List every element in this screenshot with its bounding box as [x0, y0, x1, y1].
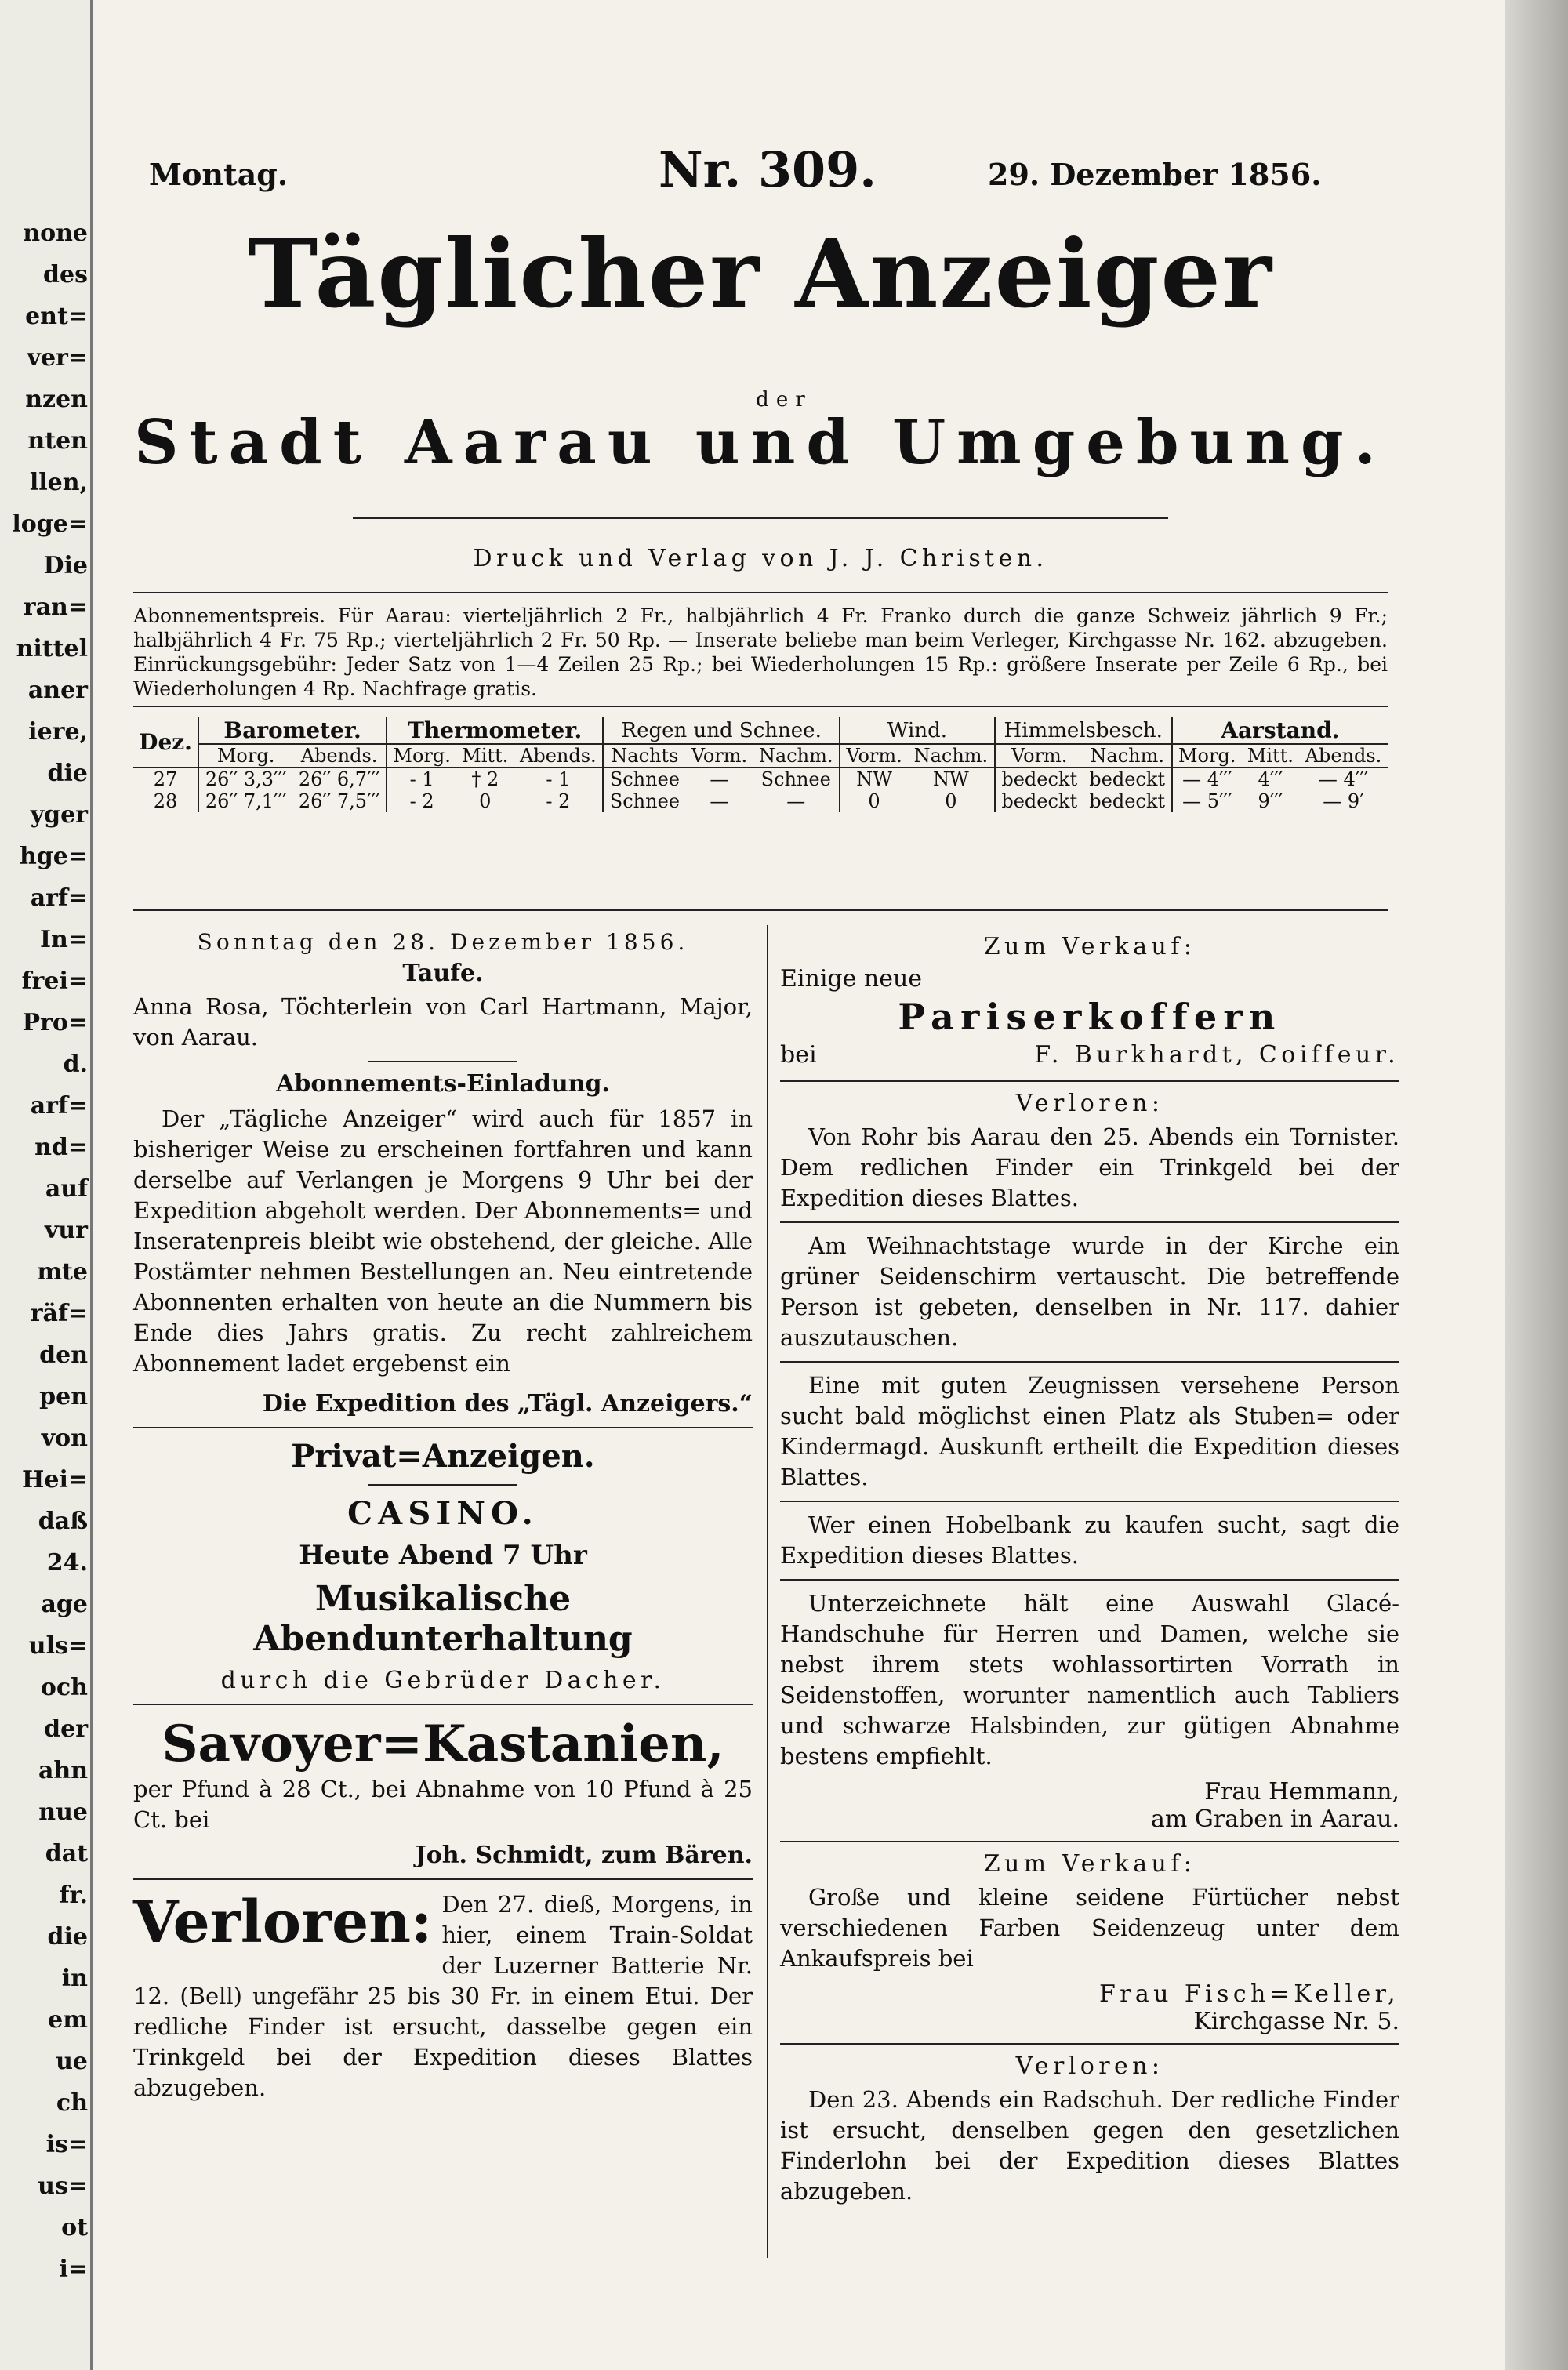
- rule: [780, 1579, 1399, 1581]
- verloren-heading-2: Verloren:: [1015, 2052, 1164, 2080]
- verloren-ad: [133, 1889, 753, 2103]
- sub-t-abends: Abends.: [520, 745, 597, 767]
- column-divider: [767, 925, 768, 2258]
- fragment-text: yger: [30, 801, 88, 829]
- weather-a-mitt: 9′′′: [1258, 790, 1283, 812]
- savoyer-text: per Pfund à 28 Ct., bei Abnahme von 10 Pfund à 25 Ct. bei: [133, 1776, 753, 1833]
- weather-b-abends: 26′′ 6,7′′′: [298, 768, 380, 790]
- fragment-text: hge=: [19, 843, 88, 870]
- weather-b-abends: 26′′ 7,5′′′: [298, 790, 380, 812]
- hemmann-name: Frau Hemmann,: [1204, 1778, 1399, 1806]
- sub-w-vorm: Vorm.: [840, 744, 908, 768]
- fragment-text: der: [44, 1715, 88, 1743]
- koffer-intro: Einige neue: [780, 965, 923, 993]
- fragment-text: llen,: [29, 469, 88, 496]
- fragment-text: Pro=: [22, 1009, 88, 1036]
- fragment-text: arf=: [30, 884, 88, 912]
- weather-col-sky: Himmelsbesch.: [995, 717, 1172, 744]
- weather-t-abends: - 2: [546, 790, 571, 812]
- subscription-info: Abonnementspreis. Für Aarau: vierteljährlich 2 Fr., halbjährlich 4 Fr. Franko durch die ganze Schweiz jährlich 9 Fr.; halbjährlich 4 Fr. 75 Rp.; vierteljährlich 2 Fr. 50 Rp. — Inserate beliebe man beim Verleger, Kirchgasse Nr. 162. abzugeben. Einrückungsgebühr: Jeder Satz von 1—4 Zeilen 25 Rp.; bei Wiederholungen 15 Rp.: größere Inserate per Zeile 6 Rp., bei Wiederholungen 4 Rp. Nachfrage gratis.: [133, 604, 1388, 700]
- weather-a-abends: — 4′′′: [1318, 768, 1369, 790]
- fragment-text: 24.: [46, 1549, 88, 1577]
- issue-day: Montag.: [149, 157, 289, 192]
- rule: [368, 1484, 517, 1486]
- fragment-text: aner: [27, 677, 88, 704]
- fragment-text: den: [39, 1341, 88, 1369]
- fragment-text: i=: [59, 2256, 88, 2283]
- title-der: der: [756, 388, 812, 412]
- fragment-text: uls=: [28, 1632, 88, 1660]
- rule: [780, 1841, 1399, 1842]
- koffer-seller: [780, 1041, 1399, 1072]
- weather-t-mitt: 0: [479, 790, 492, 812]
- sub-w-nachm: Nachm.: [913, 745, 989, 767]
- radschuh-text: Den 23. Abends ein Radschuh. Der redliche Finder ist ersucht, denselben gegen den gesetzlichen Finderlohn bei der Expedition dieses Blattes abzugeben.: [780, 2086, 1399, 2205]
- fragment-text: nten: [27, 427, 88, 455]
- weather-b-morg: 26′′ 7,1′′′: [198, 790, 292, 812]
- weather-t-mitt: † 2: [471, 768, 499, 790]
- newspaper-title: Täglicher Anzeiger: [247, 219, 1274, 329]
- weather-day: 27: [153, 768, 178, 790]
- fragment-text: des: [43, 261, 88, 289]
- fragment-text: nue: [38, 1798, 88, 1826]
- weather-w-vorm: 0: [840, 790, 908, 812]
- weather-day: 28: [153, 790, 178, 812]
- weather-a-abends: — 9′: [1323, 790, 1364, 812]
- weather-a-morg: — 4′′′: [1172, 768, 1242, 790]
- koffer-signature: F. Burkhardt, Coiffeur.: [1034, 1041, 1399, 1069]
- taufe-heading: Taufe.: [402, 960, 484, 987]
- abo-signature: Die Expedition des „Tägl. Anzeigers.“: [262, 1390, 753, 1417]
- weather-w-vorm: NW: [840, 768, 908, 790]
- weather-t-abends: - 1: [546, 768, 571, 790]
- fragment-text: die: [47, 760, 88, 787]
- fragment-text: pen: [39, 1383, 88, 1410]
- weather-top-rule: [133, 706, 1388, 707]
- rule: [780, 1221, 1399, 1223]
- weather-s-nachm: bedeckt: [1089, 790, 1166, 812]
- fragment-text: is=: [45, 2131, 88, 2158]
- fragment-text: nittel: [16, 635, 88, 662]
- masthead-rule: [353, 517, 1168, 519]
- left-column: [133, 929, 753, 2103]
- fragment-text: mte: [37, 1258, 88, 1286]
- fragment-text: ot: [61, 2214, 88, 2241]
- fragment-text: age: [41, 1591, 88, 1618]
- fragment-text: Die: [43, 552, 88, 579]
- adjacent-page-fragments: [0, 0, 90, 2370]
- fisch-name: Frau Fisch=Keller,: [1098, 1980, 1399, 2008]
- fragment-text: us=: [38, 2172, 88, 2200]
- seidenschirm-text: Am Weihnachtstage wurde in der Kirche ein grüner Seidenschirm vertauscht. Die betreffende Person ist gebeten, denselben in Nr. 117. dahier auszutauschen.: [780, 1232, 1399, 1351]
- casino-event: Musikalische Abendunterhaltung: [253, 1579, 633, 1659]
- fragment-text: dat: [45, 1840, 88, 1867]
- fragment-text: ue: [56, 2048, 88, 2075]
- weather-col-wind: Wind.: [840, 717, 995, 744]
- abo-heading: Abonnements-Einladung.: [276, 1070, 610, 1098]
- weather-r-vorm: —: [710, 790, 729, 812]
- issue-date: 29. Dezember 1856.: [988, 157, 1322, 192]
- fragment-text: iere,: [28, 718, 88, 746]
- rule: [780, 1080, 1399, 1082]
- fisch-address: Kirchgasse Nr. 5.: [1193, 2008, 1399, 2035]
- verkauf-heading-2: Zum Verkauf:: [983, 1850, 1196, 1878]
- fragment-text: die: [47, 1923, 88, 1951]
- weather-a-mitt: 4′′′: [1258, 768, 1283, 790]
- weather-t-morg: - 1: [387, 768, 456, 790]
- casino-performers: durch die Gebrüder Dacher.: [220, 1667, 666, 1694]
- casino-time: Heute Abend 7 Uhr: [299, 1540, 587, 1571]
- sub-t-mitt: Mitt.: [462, 745, 509, 767]
- fragment-text: fr.: [59, 1882, 88, 1909]
- weather-col-date: Dez.: [139, 729, 192, 755]
- weather-s-vorm: bedeckt: [995, 768, 1083, 790]
- weather-row: [133, 768, 1388, 790]
- rule: [780, 1501, 1399, 1502]
- fragment-text: ahn: [38, 1757, 88, 1784]
- fragment-text: räf=: [30, 1300, 88, 1327]
- fragment-text: ent=: [25, 303, 88, 330]
- fragment-text: none: [23, 220, 88, 247]
- weather-r-nachts: Schnee: [603, 768, 685, 790]
- tornister-text: Von Rohr bis Aarau den 25. Abends ein Tornister. Dem redlichen Finder ein Trinkgeld bei der Expedition dieses Blattes.: [780, 1123, 1399, 1211]
- savoyer-heading: Savoyer=Kastanien,: [162, 1715, 724, 1773]
- weather-col-river: Aarstand.: [1172, 717, 1388, 744]
- fuertuecher-text: Große und kleine seidene Fürtücher nebst verschiedenen Farben Seidenzeug unter dem Ankaufspreis bei: [780, 1884, 1399, 1972]
- weather-w-nachm: NW: [933, 768, 969, 790]
- rule: [368, 1061, 517, 1062]
- koffer-bei: bei: [780, 1041, 817, 1069]
- rule: [780, 2043, 1399, 2045]
- weather-w-nachm: 0: [945, 790, 957, 812]
- sub-s-vorm: Vorm.: [995, 744, 1083, 768]
- hemmann-address: am Graben in Aarau.: [1151, 1806, 1399, 1833]
- sub-r-nachts: Nachts: [603, 744, 685, 768]
- fragment-text: loge=: [12, 510, 88, 538]
- rule: [133, 1878, 753, 1880]
- rule: [133, 1704, 753, 1705]
- fragment-text: auf: [45, 1175, 88, 1203]
- weather-r-nachts: Schnee: [603, 790, 685, 812]
- weather-b-morg: 26′′ 3,3′′′: [198, 768, 292, 790]
- sunday-line: Sonntag den 28. Dezember 1856.: [197, 929, 689, 955]
- person-text: Eine mit guten Zeugnissen versehene Person sucht bald möglichst einen Platz als Stuben= oder Kindermagd. Auskunft ertheilt die Expedition dieses Blattes.: [780, 1372, 1399, 1490]
- fragment-text: nd=: [34, 1134, 88, 1161]
- weather-col-barometer: Barometer.: [198, 717, 387, 744]
- publisher-rule: [133, 592, 1388, 593]
- weather-s-nachm: bedeckt: [1089, 768, 1166, 790]
- handschuhe-text: Unterzeichnete hält eine Auswahl Glacé-Handschuhe für Herren und Damen, welche sie nebst ihrem stets wohlassortirten Vorrath in Seidenstoffen, worunter namentlich auch Tabliers und schwarze Halsbinden, zur gütigen Abnahme bestens empfiehlt.: [780, 1590, 1399, 1769]
- koffer-heading: Pariserkoffern: [898, 996, 1282, 1038]
- weather-col-rain: Regen und Schnee.: [603, 717, 840, 744]
- fragment-text: ran=: [23, 593, 88, 621]
- fragment-text: Hei=: [22, 1466, 88, 1493]
- fragment-text: em: [48, 2006, 88, 2034]
- sub-a-morg: Morg.: [1172, 744, 1242, 768]
- issue-number: Nr. 309.: [659, 141, 877, 198]
- taufe-text: Anna Rosa, Töchterlein von Carl Hartmann, Major, von Aarau.: [133, 993, 753, 1051]
- publisher-line: Druck und Verlag von J. J. Christen.: [473, 545, 1048, 572]
- savoyer-signature: Joh. Schmidt, zum Bären.: [415, 1842, 753, 1869]
- sub-b-morg: Morg.: [198, 744, 292, 768]
- rule: [780, 1361, 1399, 1363]
- verkauf-heading: Zum Verkauf:: [983, 933, 1196, 960]
- sub-a-mitt: Mitt.: [1247, 745, 1294, 767]
- weather-table: [133, 717, 1388, 812]
- sub-r-nachm: Nachm.: [758, 745, 833, 767]
- weather-t-morg: - 2: [387, 790, 456, 812]
- rule: [133, 1427, 753, 1428]
- sub-a-abends: Abends.: [1305, 745, 1382, 767]
- verloren-heading: Verloren:: [133, 1889, 433, 1956]
- verloren-text: Den 27. dieß, Morgens, in hier, einem Train-Soldat der Luzerner Batterie Nr. 12. (Bell) ungefähr 25 bis 30 Fr. in einem Etui. Der redliche Finder ist ersucht, dasselbe gegen ein Trinkgeld bei der Expedition dieses Blattes abzugeben.: [133, 1891, 753, 2101]
- weather-r-vorm: —: [710, 768, 729, 790]
- fragment-text: daß: [38, 1508, 88, 1535]
- fragment-text: von: [41, 1425, 88, 1452]
- abo-text: Der „Tägliche Anzeiger“ wird auch für 1857 in bisheriger Weise zu erscheinen fortfahren und kann derselbe auf Verlangen je Morgens 9 Uhr bei der Expedition abgeholt werden. Der Abonnements= und Inseratenpreis bleibt wie obstehend, der gleiche. Alle Postämter nehmen Bestellungen an. Neu eintretende Abonnenten erhalten von heute an die Nummern bis Ende dies Jahrs gratis. Zu recht zahlreichem Abonnement ladet ergebenst ein: [133, 1105, 753, 1377]
- fragment-text: d.: [63, 1051, 88, 1078]
- privat-heading: Privat=Anzeigen.: [291, 1438, 595, 1475]
- fragment-text: frei=: [21, 967, 88, 995]
- fragment-text: och: [40, 1674, 88, 1701]
- newspaper-page: [118, 133, 1403, 2313]
- sub-r-vorm: Vorm.: [691, 745, 748, 767]
- sub-s-nachm: Nachm.: [1090, 745, 1164, 767]
- weather-row: [133, 790, 1388, 812]
- right-column: [780, 933, 1399, 2207]
- weather-r-nachm: —: [786, 790, 806, 812]
- casino-heading: CASINO.: [347, 1495, 539, 1532]
- weather-s-vorm: bedeckt: [995, 790, 1083, 812]
- fragment-text: in: [61, 1965, 88, 1992]
- fragment-text: arf=: [30, 1092, 88, 1120]
- page-edge-shadow: [1505, 0, 1568, 2370]
- verloren-heading-1: Verloren:: [1015, 1090, 1164, 1117]
- weather-col-thermometer: Thermometer.: [387, 717, 603, 744]
- fragment-text: ch: [56, 2089, 88, 2117]
- sub-b-abends: Abends.: [300, 745, 378, 767]
- fragment-text: nzen: [25, 386, 88, 413]
- weather-a-morg: — 5′′′: [1172, 790, 1242, 812]
- weather-r-nachm: Schnee: [760, 768, 831, 790]
- sub-t-morg: Morg.: [387, 744, 456, 768]
- weather-bottom-rule: [133, 909, 1388, 911]
- newspaper-subtitle: Stadt Aarau und Umgebung.: [134, 407, 1387, 478]
- fragment-text: In=: [40, 926, 88, 953]
- hobelbank-text: Wer einen Hobelbank zu kaufen sucht, sagt die Expedition dieses Blattes.: [780, 1512, 1399, 1569]
- fragment-text: ver=: [27, 344, 88, 372]
- fragment-text: vur: [44, 1217, 88, 1244]
